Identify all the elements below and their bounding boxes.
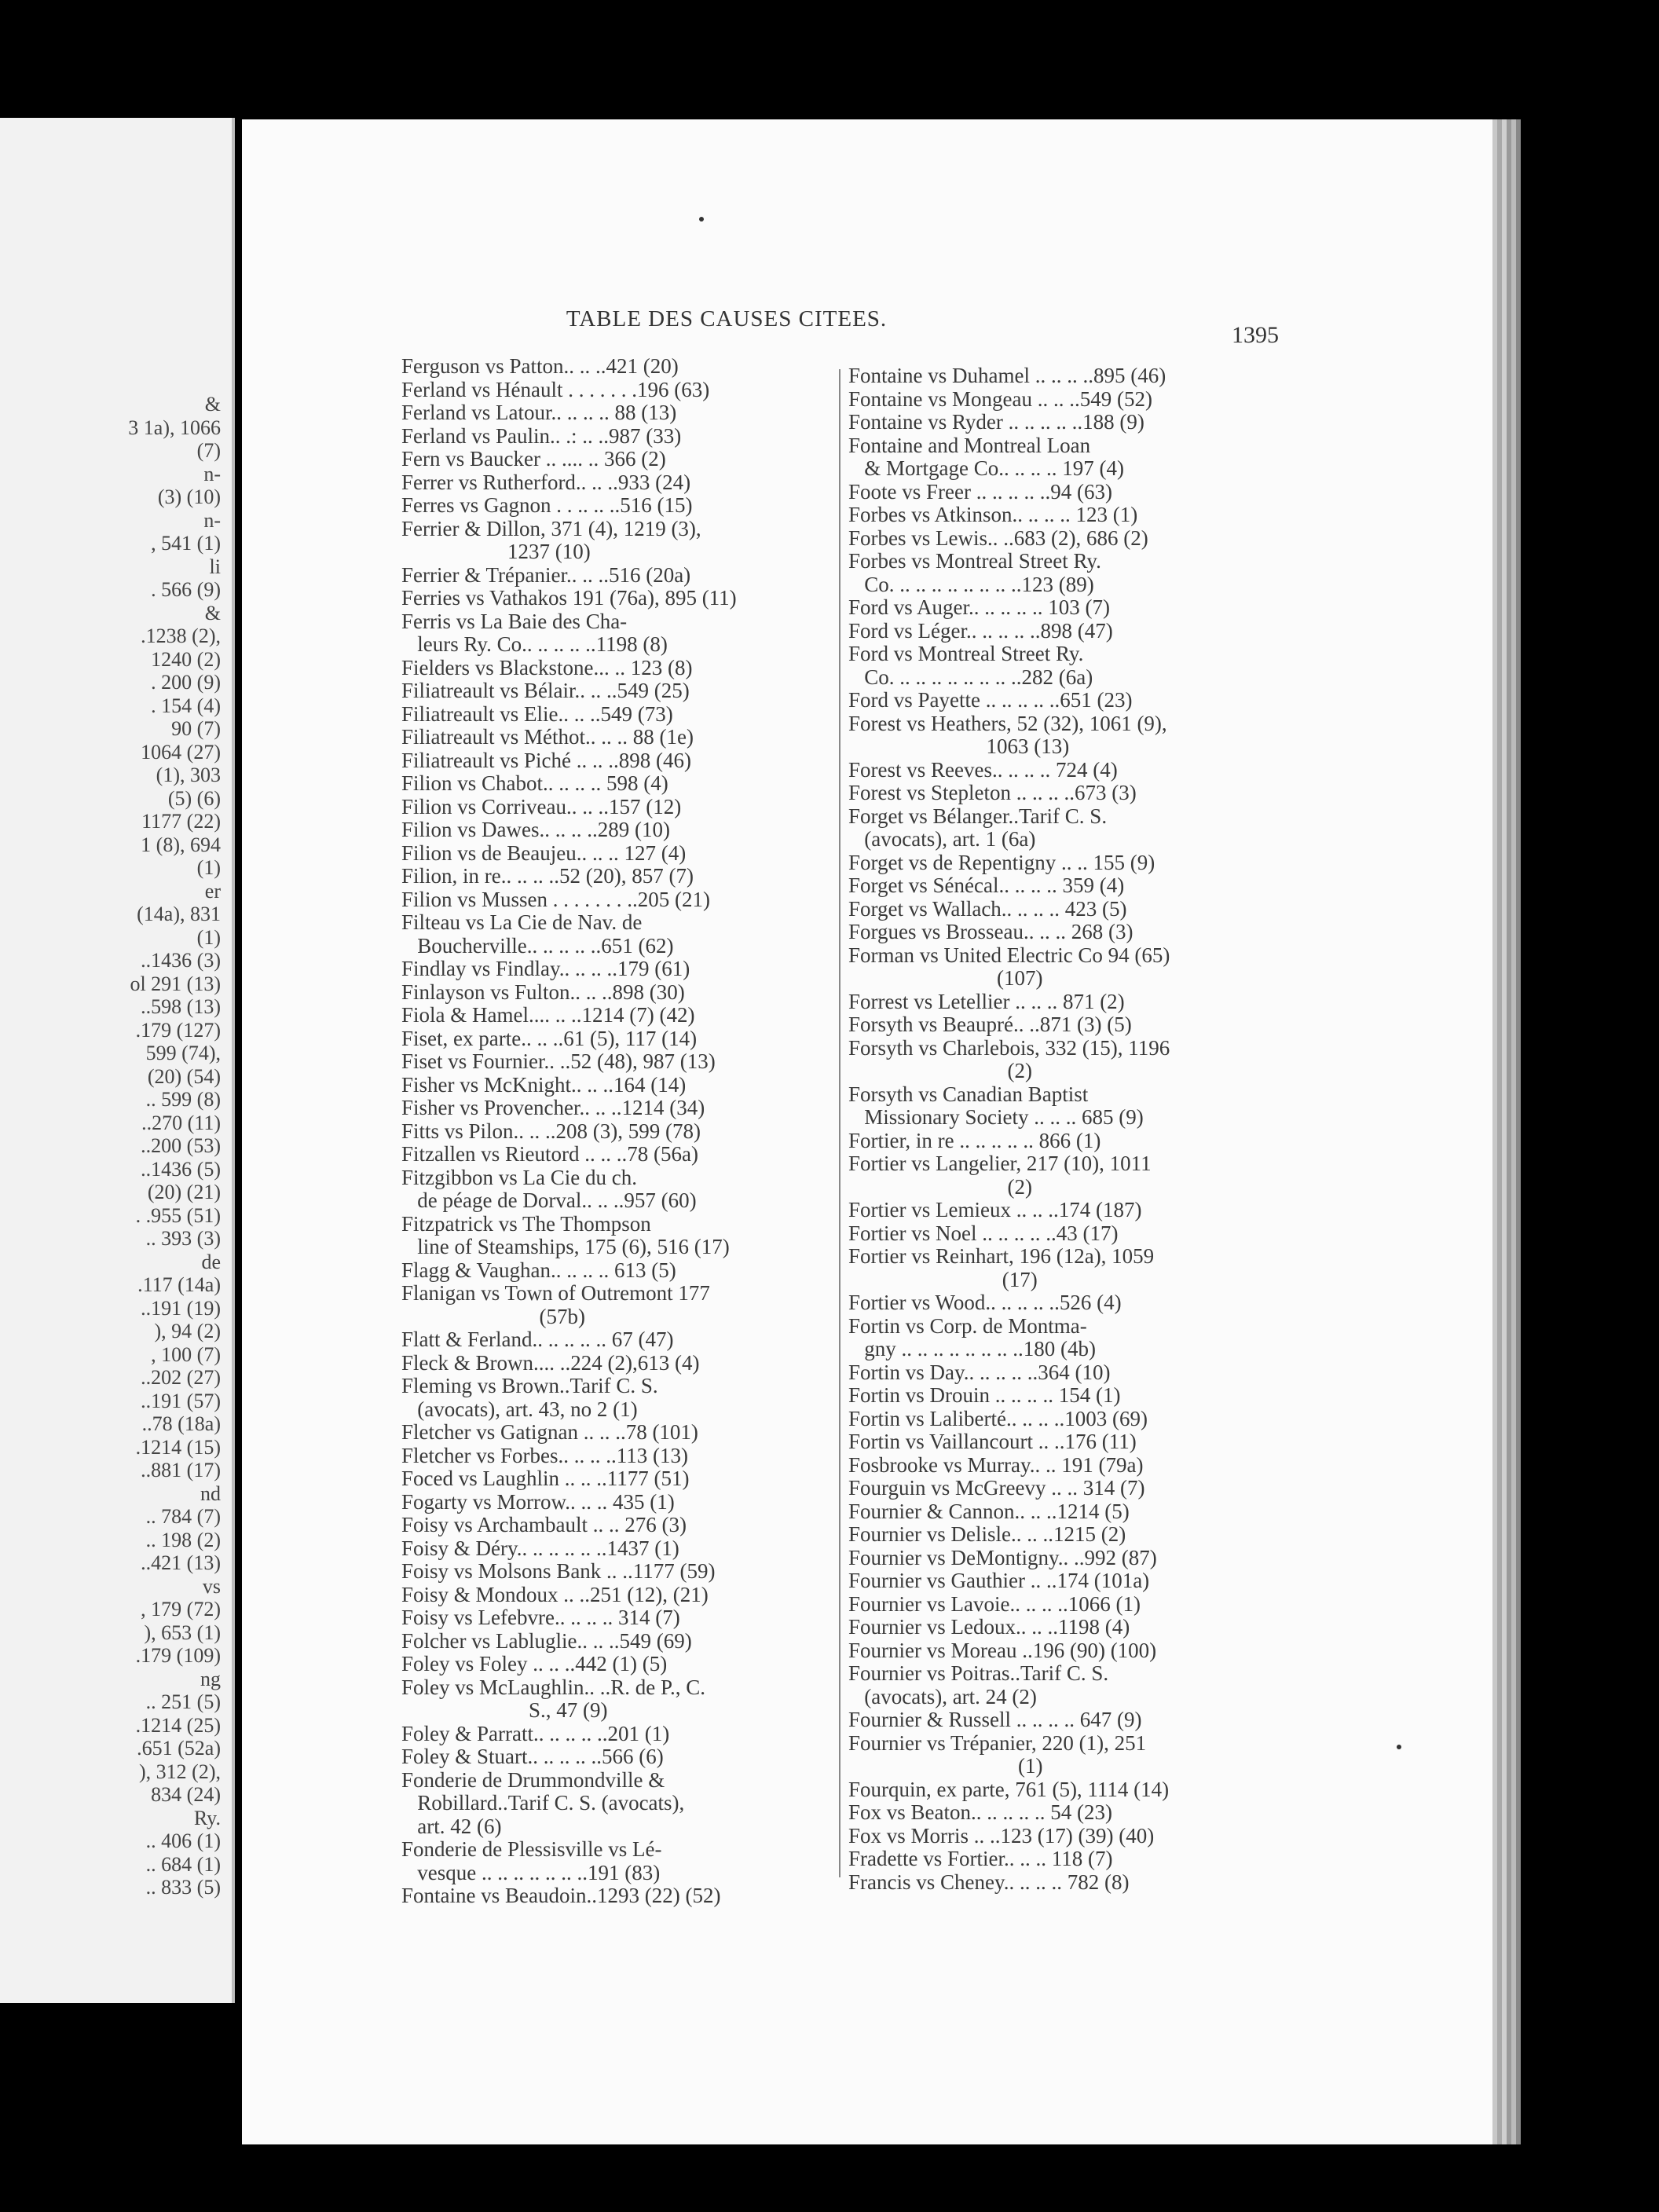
- left-margin-fragment: er: [204, 879, 221, 903]
- index-entry: Ferguson vs Patton.. .. ..421 (20): [401, 355, 679, 378]
- index-entry: Ferland vs Latour.. .. .. .. 88 (13): [401, 401, 677, 424]
- index-entry: Ferrier & Trépanier.. .. ..516 (20a): [401, 563, 691, 587]
- index-entry: Fortier vs Wood.. .. .. .. ..526 (4): [848, 1291, 1122, 1314]
- index-entry: Fonderie de Plessisville vs Lé-: [401, 1838, 662, 1861]
- index-entry: Forbes vs Lewis.. ..683 (2), 686 (2): [848, 526, 1148, 550]
- dot-mark: [699, 217, 704, 222]
- left-margin-fragment: (20) (54): [147, 1064, 221, 1088]
- index-entry: Fortin vs Corp. de Montma-: [848, 1314, 1087, 1338]
- index-entry: 1237 (10): [401, 540, 591, 563]
- index-entry: Flanigan vs Town of Outremont 177: [401, 1282, 710, 1305]
- left-margin-fragment: .. 198 (2): [145, 1528, 221, 1551]
- left-margin-fragment: ng: [200, 1667, 221, 1690]
- index-entry: Forsyth vs Charlebois, 332 (15), 1196: [848, 1036, 1170, 1060]
- index-entry: Foley & Parratt.. .. .. .. ..201 (1): [401, 1722, 670, 1745]
- left-margin-fragment: (1): [196, 925, 221, 949]
- index-entry: Fortin vs Drouin .. .. .. .. 154 (1): [848, 1384, 1121, 1407]
- index-entry: leurs Ry. Co.. .. .. .. ..1198 (8): [401, 633, 668, 656]
- left-margin-fragment: Ry.: [193, 1806, 221, 1829]
- left-margin-column: [1, 393, 221, 1899]
- index-entry: Flatt & Ferland.. .. .. .. .. 67 (47): [401, 1328, 674, 1351]
- index-entry: Finlayson vs Fulton.. .. ..898 (30): [401, 980, 685, 1004]
- index-entry: Fontaine vs Duhamel .. .. .. ..895 (46): [848, 364, 1166, 387]
- index-entry: Fournier & Russell .. .. .. .. 647 (9): [848, 1708, 1142, 1731]
- left-margin-fragment: vs: [202, 1574, 221, 1598]
- left-margin-fragment: .. 784 (7): [145, 1505, 221, 1528]
- index-entry: Fournier vs Moreau ..196 (90) (100): [848, 1639, 1157, 1662]
- index-entry: Fortier vs Lemieux .. .. ..174 (187): [848, 1199, 1142, 1221]
- index-entry: Foisy & Déry.. .. .. .. .. ..1437 (1): [401, 1536, 679, 1560]
- index-entry: Forest vs Heathers, 52 (32), 1061 (9),: [848, 712, 1167, 735]
- index-entry: Fonderie de Drummondville &: [401, 1768, 665, 1792]
- index-entry: Co. .. .. .. .. .. .. .. ..123 (89): [848, 573, 1094, 596]
- index-entry: Fisher vs McKnight.. .. ..164 (14): [401, 1073, 687, 1097]
- index-entry: Filiatreault vs Elie.. .. ..549 (73): [401, 702, 673, 726]
- left-margin-fragment: .179 (109): [135, 1644, 221, 1667]
- index-entry: Fontaine vs Beaudoin..1293 (22) (52): [401, 1884, 721, 1907]
- index-entry: Fontaine and Montreal Loan: [848, 434, 1091, 457]
- index-entry: Forrest vs Letellier .. .. .. 871 (2): [848, 990, 1125, 1013]
- index-entry: Missionary Society .. .. .. 685 (9): [848, 1106, 1144, 1129]
- index-entry: Ferris vs La Baie des Cha-: [401, 610, 628, 633]
- index-entry: Foley vs McLaughlin.. ..R. de P., C.: [401, 1675, 706, 1699]
- left-margin-fragment: ol 291 (13): [130, 972, 221, 995]
- index-entry: Fournier vs Poitras..Tarif C. S.: [848, 1662, 1109, 1685]
- index-entry: Ferries vs Vathakos 191 (76a), 895 (11): [401, 587, 737, 610]
- index-entry: Fitzallen vs Rieutord .. .. ..78 (56a): [401, 1143, 698, 1166]
- index-entry: Fradette vs Fortier.. .. .. 118 (7): [848, 1848, 1113, 1870]
- index-entry: Ferres vs Gagnon . . .. .. ..516 (15): [401, 494, 693, 517]
- index-entry: Fournier vs DeMontigny.. ..992 (87): [848, 1546, 1157, 1569]
- left-margin-fragment: ), 653 (1): [144, 1621, 221, 1644]
- index-entry: Foisy vs Molsons Bank .. ..1177 (59): [401, 1560, 716, 1583]
- index-entry: Fortin vs Vaillancourt .. ..176 (11): [848, 1430, 1137, 1453]
- index-entry: Co. .. .. .. .. .. .. .. ..282 (6a): [848, 665, 1093, 689]
- left-margin-fragment: .. 599 (8): [145, 1088, 221, 1111]
- left-margin-fragment: ..1436 (5): [141, 1157, 221, 1181]
- left-margin-fragment: (1): [196, 856, 221, 879]
- left-margin-fragment: ..78 (18a): [141, 1412, 221, 1435]
- index-entry: Foley & Stuart.. .. .. .. ..566 (6): [401, 1745, 664, 1768]
- left-margin-fragment: nd: [200, 1481, 221, 1505]
- left-margin-fragment: ), 312 (2),: [139, 1760, 221, 1783]
- index-entry: Filion, in re.. .. .. ..52 (20), 857 (7): [401, 865, 694, 888]
- index-entry: Fortin vs Day.. .. .. .. ..364 (10): [848, 1361, 1111, 1384]
- left-margin-fragment: , 541 (1): [151, 532, 221, 555]
- left-margin-fragment: .. 833 (5): [145, 1876, 221, 1899]
- left-margin-fragment: .. 684 (1): [145, 1852, 221, 1876]
- index-entry: Fournier vs Lavoie.. .. .. ..1066 (1): [848, 1592, 1141, 1616]
- index-entry: Fortier vs Noel .. .. .. .. ..43 (17): [848, 1221, 1119, 1245]
- index-entry: Ferland vs Hénault . . . . . . .196 (63): [401, 378, 710, 401]
- index-entry: Forest vs Reeves.. .. .. .. 724 (4): [848, 758, 1118, 782]
- index-column-right: [848, 364, 1288, 1894]
- index-entry: Forget vs Bélanger..Tarif C. S.: [848, 804, 1108, 828]
- left-margin-fragment: &: [204, 601, 221, 624]
- index-entry: Foisy & Mondoux .. ..251 (12), (21): [401, 1583, 709, 1606]
- left-margin-fragment: (5) (6): [167, 786, 221, 810]
- index-entry: Filion vs Dawes.. .. .. ..289 (10): [401, 819, 670, 841]
- index-entry: (2): [848, 1060, 1032, 1082]
- index-entry: Fortier vs Reinhart, 196 (12a), 1059: [848, 1245, 1155, 1268]
- index-entry: Filiatreault vs Méthot.. .. .. 88 (1e): [401, 726, 694, 749]
- index-entry: Fosbrooke vs Murray.. .. 191 (79a): [848, 1453, 1144, 1477]
- index-entry: S., 47 (9): [401, 1699, 608, 1722]
- index-entry: Fitts vs Pilon.. .. ..208 (3), 599 (78): [401, 1119, 701, 1143]
- index-entry: vesque .. .. .. .. .. .. ..191 (83): [401, 1861, 661, 1884]
- index-entry: Filion vs Corriveau.. .. ..157 (12): [401, 795, 682, 819]
- index-entry: Fortier vs Langelier, 217 (10), 1011: [848, 1152, 1152, 1175]
- left-margin-fragment: 1064 (27): [141, 740, 221, 764]
- index-entry: Fourguin vs McGreevy .. .. 314 (7): [848, 1477, 1145, 1500]
- index-entry: line of Steamships, 175 (6), 516 (17): [401, 1236, 730, 1258]
- index-entry: Forbes vs Atkinson.. .. .. .. 123 (1): [848, 504, 1138, 526]
- index-entry: Fiola & Hamel.... .. ..1214 (7) (42): [401, 1004, 695, 1027]
- index-entry: Boucherville.. .. .. .. ..651 (62): [401, 934, 674, 958]
- left-margin-fragment: .651 (52a): [137, 1737, 221, 1760]
- index-entry: Fiset, ex parte.. .. ..61 (5), 117 (14): [401, 1027, 698, 1050]
- left-page: [0, 118, 235, 2003]
- index-entry: Foisy vs Archambault .. .. 276 (3): [401, 1514, 687, 1536]
- index-entry: Fleck & Brown.... ..224 (2),613 (4): [401, 1351, 700, 1375]
- index-entry: Fortier, in re .. .. .. .. .. 866 (1): [848, 1129, 1101, 1152]
- index-entry: Fontaine vs Ryder .. .. .. .. ..188 (9): [848, 411, 1144, 434]
- index-entry: de péage de Dorval.. .. ..957 (60): [401, 1189, 697, 1212]
- left-margin-fragment: ..1436 (3): [141, 949, 221, 972]
- left-margin-fragment: ..191 (19): [141, 1296, 221, 1320]
- index-entry: Forsyth vs Canadian Baptist: [848, 1082, 1089, 1106]
- index-entry: (57b): [401, 1305, 585, 1328]
- index-entry: Ferland vs Paulin.. .: .. ..987 (33): [401, 424, 682, 448]
- left-margin-fragment: 834 (24): [151, 1783, 221, 1806]
- index-entry: Fleming vs Brown..Tarif C. S.: [401, 1375, 658, 1397]
- index-entry: Fournier vs Ledoux.. .. ..1198 (4): [848, 1616, 1130, 1639]
- left-margin-fragment: . 200 (9): [151, 671, 221, 694]
- left-margin-fragment: ..421 (13): [141, 1551, 221, 1574]
- left-margin-fragment: (20) (21): [147, 1181, 221, 1203]
- left-margin-fragment: ..598 (13): [141, 995, 221, 1018]
- index-entry: Forget vs Sénécal.. .. .. .. 359 (4): [848, 874, 1125, 897]
- dot-mark: [1397, 1745, 1401, 1749]
- index-entry: Findlay vs Findlay.. .. .. ..179 (61): [401, 958, 690, 980]
- index-entry: Forbes vs Montreal Street Ry.: [848, 550, 1101, 573]
- index-entry: Ford vs Montreal Street Ry.: [848, 643, 1084, 665]
- left-margin-fragment: 1177 (22): [141, 810, 221, 833]
- index-entry: Fournier vs Gauthier .. ..174 (101a): [848, 1569, 1150, 1592]
- index-entry: & Mortgage Co.. .. .. .. 197 (4): [848, 457, 1124, 480]
- left-margin-fragment: ), 94 (2): [154, 1320, 221, 1342]
- index-entry: Filion vs de Beaujeu.. .. .. 127 (4): [401, 841, 687, 865]
- left-margin-fragment: (1), 303: [156, 764, 221, 786]
- index-entry: (avocats), art. 43, no 2 (1): [401, 1397, 638, 1421]
- index-entry: Forsyth vs Beaupré.. ..871 (3) (5): [848, 1013, 1132, 1036]
- index-entry: (avocats), art. 1 (6a): [848, 828, 1036, 851]
- left-margin-fragment: n-: [203, 508, 221, 532]
- index-entry: Fortin vs Laliberté.. .. .. ..1003 (69): [848, 1407, 1148, 1430]
- left-margin-fragment: li: [209, 555, 221, 578]
- index-entry: Fisher vs Provencher.. .. ..1214 (34): [401, 1097, 705, 1119]
- left-margin-fragment: 90 (7): [171, 717, 221, 740]
- index-entry: Ferrer vs Rutherford.. .. ..933 (24): [401, 471, 691, 494]
- left-margin-fragment: . 154 (4): [151, 694, 221, 717]
- index-entry: Ford vs Auger.. .. .. .. .. 103 (7): [848, 596, 1110, 619]
- left-margin-fragment: n-: [203, 462, 221, 485]
- left-margin-fragment: ..881 (17): [141, 1459, 221, 1481]
- index-entry: Flagg & Vaughan.. .. .. .. 613 (5): [401, 1258, 676, 1282]
- index-entry: Filiatreault vs Piché .. .. ..898 (46): [401, 749, 691, 772]
- index-entry: Fournier vs Trépanier, 220 (1), 251: [848, 1731, 1147, 1755]
- index-entry: Fox vs Beaton.. .. .. .. .. 54 (23): [848, 1801, 1112, 1824]
- index-entry: Foced vs Laughlin .. .. ..1177 (51): [401, 1467, 690, 1490]
- index-entry: Forest vs Stepleton .. .. .. ..673 (3): [848, 782, 1137, 804]
- left-margin-fragment: (3) (10): [157, 485, 221, 508]
- index-entry: Ford vs Léger.. .. .. .. ..898 (47): [848, 619, 1113, 643]
- index-entry: Fox vs Morris .. ..123 (17) (39) (40): [848, 1824, 1155, 1848]
- left-margin-fragment: . .955 (51): [135, 1203, 221, 1227]
- left-margin-fragment: 599 (74),: [145, 1042, 221, 1064]
- left-margin-fragment: .. 251 (5): [145, 1690, 221, 1713]
- left-margin-fragment: .. 406 (1): [145, 1829, 221, 1852]
- index-entry: Robillard..Tarif C. S. (avocats),: [401, 1792, 685, 1815]
- index-entry: Fogarty vs Morrow.. .. .. 435 (1): [401, 1490, 675, 1514]
- index-entry: Fern vs Baucker .. .... .. 366 (2): [401, 448, 666, 471]
- index-entry: Fitzpatrick vs The Thompson: [401, 1212, 651, 1236]
- left-margin-fragment: .1238 (2),: [141, 624, 221, 647]
- left-margin-fragment: ..200 (53): [141, 1134, 221, 1157]
- left-margin-fragment: , 100 (7): [151, 1342, 221, 1366]
- index-entry: Fielders vs Blackstone... .. 123 (8): [401, 656, 693, 679]
- left-margin-fragment: 3 1a), 1066: [128, 416, 221, 439]
- index-entry: Fitzgibbon vs La Cie du ch.: [401, 1166, 637, 1189]
- left-margin-fragment: de: [201, 1250, 221, 1273]
- left-margin-fragment: .117 (14a): [137, 1273, 221, 1296]
- left-margin-fragment: ..202 (27): [141, 1366, 221, 1389]
- index-entry: (1): [848, 1755, 1043, 1778]
- index-entry: Forgues vs Brosseau.. .. .. 268 (3): [848, 921, 1133, 943]
- left-margin-fragment: ..270 (11): [141, 1111, 221, 1134]
- index-entry: Fournier & Cannon.. .. ..1214 (5): [848, 1500, 1130, 1523]
- left-margin-fragment: .1214 (25): [135, 1713, 221, 1737]
- index-entry: Folcher vs Labluglie.. .. ..549 (69): [401, 1629, 692, 1653]
- index-entry: Forget vs Wallach.. .. .. .. 423 (5): [848, 897, 1127, 921]
- left-margin-fragment: (14a), 831: [137, 903, 221, 925]
- page-title: TABLE DES CAUSES CITEES.: [566, 306, 888, 331]
- left-margin-fragment: &: [204, 393, 221, 416]
- left-margin-fragment: .179 (127): [135, 1018, 221, 1042]
- left-margin-fragment: (7): [196, 439, 221, 462]
- index-entry: Foote vs Freer .. .. .. .. ..94 (63): [848, 480, 1112, 504]
- index-entry: Francis vs Cheney.. .. .. .. 782 (8): [848, 1870, 1130, 1894]
- page-number: 1395: [1232, 322, 1279, 348]
- index-entry: (17): [848, 1268, 1038, 1291]
- index-entry: Filiatreault vs Bélair.. .. ..549 (25): [401, 679, 690, 702]
- index-entry: gny .. .. .. .. .. .. .. ..180 (4b): [848, 1338, 1096, 1361]
- index-entry: Foley vs Foley .. .. ..442 (1) (5): [401, 1653, 668, 1675]
- left-margin-fragment: 1 (8), 694: [141, 833, 221, 856]
- left-margin-fragment: , 179 (72): [141, 1598, 221, 1621]
- index-entry: Ferrier & Dillon, 371 (4), 1219 (3),: [401, 517, 701, 540]
- index-entry: (2): [848, 1175, 1032, 1199]
- index-entry: Forget vs de Repentigny .. .. 155 (9): [848, 851, 1155, 874]
- left-margin-fragment: .. 393 (3): [145, 1227, 221, 1250]
- index-entry: Fournier vs Delisle.. .. ..1215 (2): [848, 1523, 1126, 1546]
- index-entry: (107): [848, 967, 1043, 990]
- index-entry: Filteau vs La Cie de Nav. de: [401, 911, 643, 934]
- index-entry: art. 42 (6): [401, 1815, 502, 1838]
- index-entry: Fletcher vs Gatignan .. .. ..78 (101): [401, 1421, 698, 1444]
- index-entry: Foisy vs Lefebvre.. .. .. .. 314 (7): [401, 1606, 680, 1629]
- index-column-left: [401, 355, 841, 1908]
- index-entry: Fletcher vs Forbes.. .. .. ..113 (13): [401, 1444, 688, 1467]
- left-margin-fragment: 1240 (2): [151, 647, 221, 671]
- index-entry: Fourquin, ex parte, 761 (5), 1114 (14): [848, 1778, 1170, 1801]
- left-margin-fragment: . 566 (9): [151, 578, 221, 601]
- index-entry: 1063 (13): [848, 735, 1070, 758]
- index-entry: Ford vs Payette .. .. .. .. ..651 (23): [848, 689, 1133, 712]
- left-margin-fragment: ..191 (57): [141, 1389, 221, 1412]
- index-entry: Forman vs United Electric Co 94 (65): [848, 943, 1170, 967]
- index-entry: Fontaine vs Mongeau .. .. ..549 (52): [848, 387, 1152, 411]
- index-entry: Filion vs Chabot.. .. .. .. 598 (4): [401, 772, 668, 795]
- index-entry: Filion vs Mussen . . . . . . . ..205 (21): [401, 888, 711, 911]
- index-entry: (avocats), art. 24 (2): [848, 1685, 1037, 1708]
- index-entry: Fiset vs Fournier.. ..52 (48), 987 (13): [401, 1050, 716, 1073]
- left-margin-fragment: .1214 (15): [135, 1435, 221, 1459]
